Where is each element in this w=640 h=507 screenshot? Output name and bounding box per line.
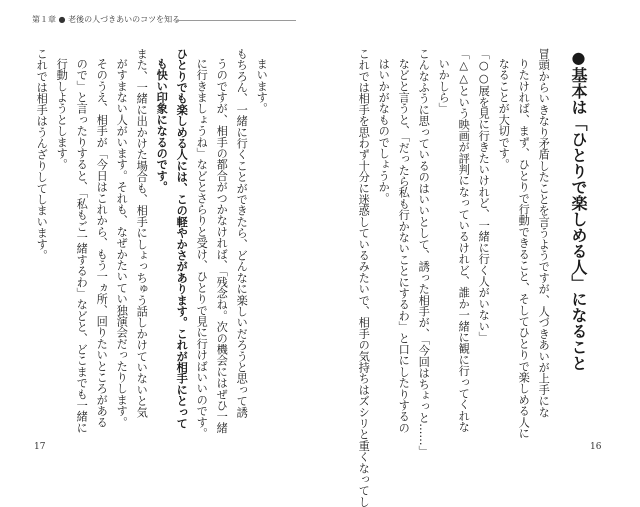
body-line-bold: も快い印象になるのです。 — [155, 58, 169, 193]
section-heading: ●基本は「ひとりで楽しめる人」になること — [569, 48, 588, 371]
body-line: こんなふうに思っているのはいいとして、誘った相手が、「今回はちょっと……」 — [417, 48, 431, 457]
body-line: がすまない人がいます。それも、なぜかたいてい独演会だったりします。 — [115, 58, 129, 428]
body-line: ので」と言ったりすると、「私もご一緒するわ」などと、どこまでも一緒に — [75, 58, 89, 434]
running-head-rule — [176, 20, 296, 21]
body-line: 冒頭からいきなり矛盾したことを言うようですが、人づきあいが上手にな — [537, 48, 551, 418]
body-line: はいかがなものでしょうか。 — [377, 58, 391, 204]
body-line: また、一緒に出かけた場合も、相手にしょっちゅう話しかけていないと気 — [135, 48, 149, 418]
body-line: 「○○展を見に行きたいけれど、一緒に行く人がいない」 — [477, 48, 491, 343]
body-line: 「△△という映画が評判になっているけれど、誰か一緒に観に行ってくれな — [457, 48, 471, 433]
page-number-right: 16 — [590, 442, 602, 452]
body-line-bold: ひとりでも楽しめる人には、この軽やかさがあります。これが相手にとって — [175, 48, 189, 429]
body-line: これでは相手はうんざりしてしまいます。 — [35, 48, 49, 261]
body-line: に行きましょうね」などとさらりと受け、ひとりで見に行けばいいのです。 — [195, 58, 209, 439]
body-line: いかしら」 — [437, 58, 451, 114]
body-line: まいます。 — [255, 58, 269, 114]
body-line: これでは相手を思わず十分に迷惑しているみたいで、相手の気持ちはズシリと重くなってし — [357, 48, 371, 507]
body-line: うのですが、相手の都合がつかなければ、「残念ね。次の機会にはぜひ一緒 — [215, 58, 229, 434]
body-line: りたければ、まず、ひとりで行動できること、そしてひとりで楽しめる人に — [517, 58, 531, 439]
body-line: などと言うと、「だったら私も行かないことにするわ」と口にしたりするの — [397, 58, 411, 434]
body-line: そのうえ、相手が「今日はこれから、もう一ヵ所、回りたいところがある — [95, 58, 109, 428]
body-line: なることが大切です。 — [497, 58, 511, 170]
body-line: もちろん、一緒に行くことができたら、どんなに楽しいだろうと思って誘 — [235, 48, 249, 418]
page-number-left: 17 — [34, 442, 46, 452]
body-line: 行動しようとします。 — [55, 58, 69, 170]
running-head: 第１章 ● 老後の人づきあいのコツを知る — [32, 15, 181, 24]
